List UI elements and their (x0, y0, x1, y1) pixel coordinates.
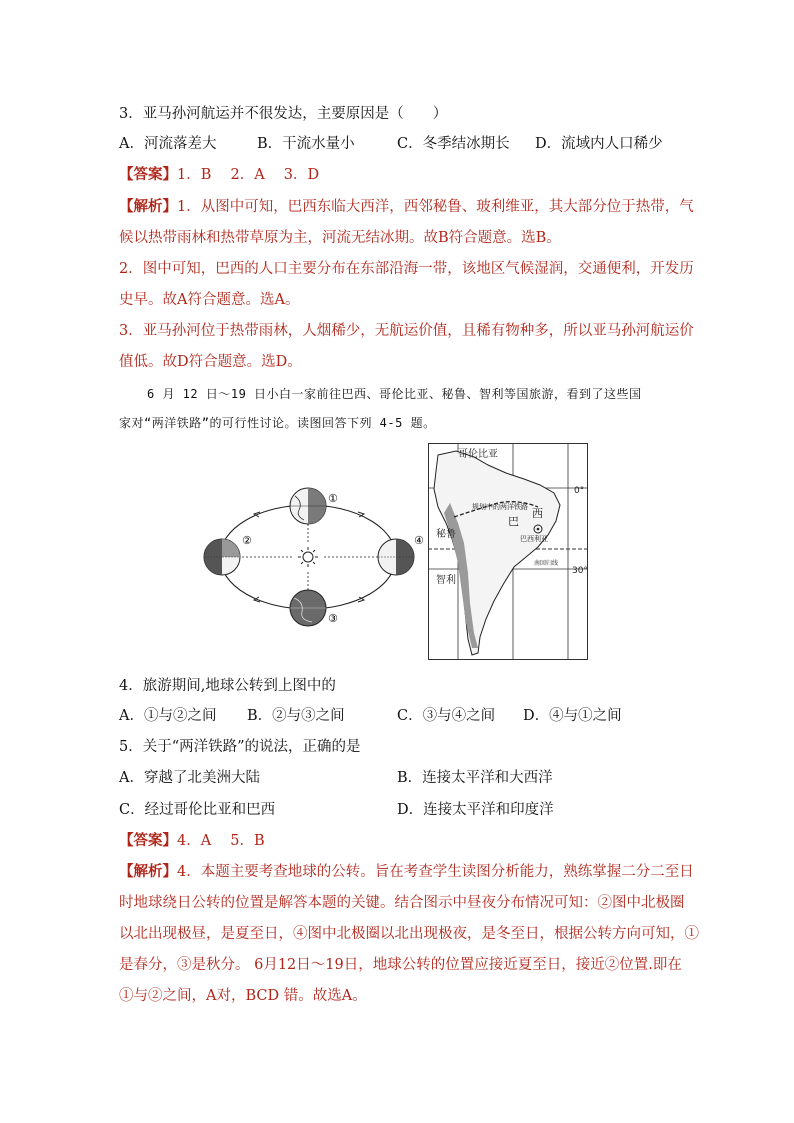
intro-line-2: 家对“两洋铁路”的可行性讨论。读图回答下列 4-5 题。 (119, 416, 436, 430)
analysis-4-5-line-2: 时地球绕日公转的位置是解答本题的关键。结合图示中昼夜分布情况可知：②图中北极圈 (119, 895, 685, 911)
analysis-1-3-line-1 (119, 197, 694, 217)
answer-1-3 (119, 165, 319, 185)
q3-option-d: D．流域内人口稀少 (535, 136, 663, 152)
answer-tag: 【答案】 (119, 166, 177, 183)
analysis-4-5-line-5: ①与②之间，A对，BCD 错。故选A。 (119, 988, 367, 1004)
q3-stem: 3．亚马孙河航运并不很发达，主要原因是（ ） (119, 106, 448, 122)
label-1: ① (328, 492, 338, 505)
q5-option-c: C．经过哥伦比亚和巴西 (119, 802, 276, 818)
analysis-tag: 【解析】 (119, 198, 177, 215)
q4-option-d: D．④与①之间 (523, 708, 622, 724)
globe-position-4 (378, 534, 424, 575)
label-lat-30: 30° (572, 566, 588, 576)
label-peru: 秘鲁 (436, 529, 456, 540)
sun-icon (236, 522, 380, 594)
orbit-figure (200, 482, 428, 632)
globe-position-1 (290, 488, 338, 524)
q5-option-a: A．穿越了北美洲大陆 (119, 770, 260, 786)
label-chile: 智利 (436, 575, 456, 586)
globe-position-2 (204, 534, 252, 575)
label-tropic: 南回归线 (534, 560, 559, 567)
capital-dot (537, 528, 540, 531)
analysis-text: 1．从图中可知，巴西东临大西洋，西邻秘鲁、玻利维亚，其大部分位于热带，气 (177, 199, 694, 215)
globe-position-3 (290, 590, 338, 626)
analysis-tag: 【解析】 (119, 863, 177, 880)
q3-option-c: C．冬季结冰期长 (397, 136, 510, 152)
q4-stem: 4．旅游期间,地球公转到上图中的 (119, 678, 336, 694)
q3-option-b: B．干流水量小 (257, 136, 355, 152)
label-brazil-2: 西 (532, 507, 543, 520)
q4-option-a: A．①与②之间 (119, 708, 217, 724)
analysis-1-3-line-2: 候以热带雨林和热带草原为主，河流无结冰期。故B符合题意。选B。 (119, 230, 561, 246)
label-2: ② (242, 534, 252, 547)
label-4: ④ (414, 534, 424, 547)
analysis-1-3-line-4: 史早。故A符合题意。选A。 (119, 292, 300, 308)
analysis-1-3-line-6: 值低。故D符合题意。选D。 (119, 354, 302, 370)
q4-option-b: B．②与③之间 (247, 708, 345, 724)
q4-option-c: C．③与④之间 (397, 708, 496, 724)
label-brasilia: 巴西利亚 (520, 535, 548, 543)
analysis-4-5-line-3: 以北出现极昼，是夏至日，④图中北极圈以北出现极夜，是冬至日，根据公转方向可知，① (119, 926, 699, 942)
analysis-4-5-line-4: 是春分，③是秋分。 6月12日～19日，地球公转的位置应接近夏至日，接近②位置.即在 (119, 957, 682, 973)
label-railway: 规划中的两洋铁路 (472, 503, 528, 511)
answer-4-5 (119, 831, 265, 851)
label-brazil-1: 巴 (508, 515, 519, 528)
label-lat-0: 0° (574, 486, 585, 496)
analysis-1-3-line-3: 2．图中可知，巴西的人口主要分布在东部沿海一带，该地区气候湿润，交通便利，开发历 (119, 261, 694, 277)
analysis-1-3-line-5: 3．亚马孙河位于热带雨林，人烟稀少，无航运价值，且稀有物种多，所以亚马孙河航运价 (119, 323, 694, 339)
answer-text: 4．A 5．B (177, 833, 265, 849)
q3-option-a: A．河流落差大 (119, 136, 217, 152)
label-3: ③ (328, 612, 338, 625)
q5-option-d: D．连接太平洋和印度洋 (397, 802, 554, 818)
intro-line-1: 6 月 12 日～19 日小白一家前往巴西、哥伦比亚、秘鲁、智利等国旅游，看到了这些国 (147, 387, 642, 401)
q5-option-b: B．连接太平洋和大西洋 (397, 770, 553, 786)
q5-stem: 5．关于“两洋铁路”的说法，正确的是 (119, 739, 361, 755)
analysis-4-5-line-1 (119, 862, 694, 882)
answer-tag: 【答案】 (119, 832, 177, 849)
south-america-map (428, 443, 588, 660)
analysis-text: 4．本题主要考查地球的公转。旨在考查学生读图分析能力，熟练掌握二分二至日 (177, 864, 694, 880)
label-colombia: 哥伦比亚 (458, 449, 498, 460)
answer-text: 1．B 2．A 3．D (177, 167, 320, 183)
